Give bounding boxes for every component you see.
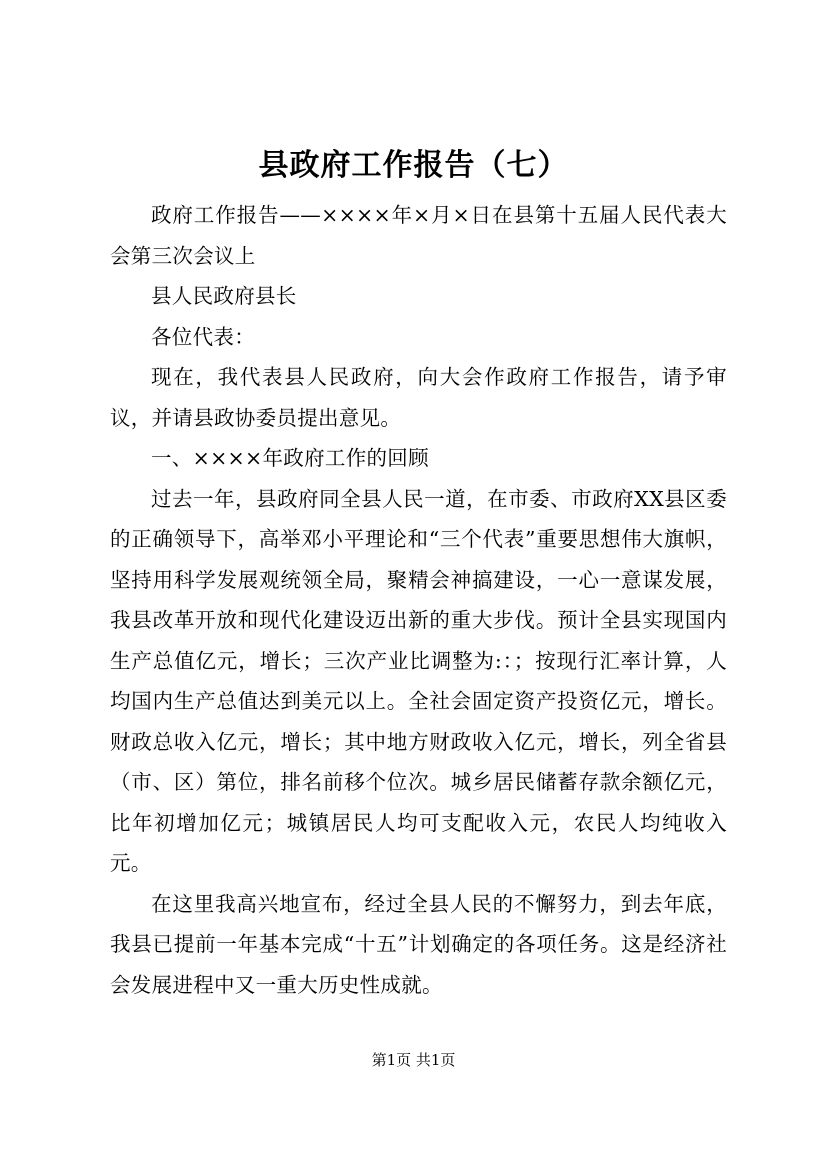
paragraph-intro: 现在，我代表县人民政府，向大会作政府工作报告，请予审议，并请县政协委员提出意见。 <box>110 365 727 430</box>
paragraph-subtitle: 政府工作报告——××××年×月×日在县第十五届人民代表大会第三次会议上 <box>110 203 727 268</box>
document-title: 县政府工作报告（七） <box>258 148 569 183</box>
paragraph-review: 过去一年，县政府同全县人民一道，在市委、市政府XX县区委的正确领导下，高举邓小平理论和“三个代表”重要思想伟大旗帜，坚持用科学发展观统领全局，聚精会神搞建设，一心一意谋发展，我县改革开放和现代化建设迈出新的重大步伐。预计全县实现国内生产总值亿元，增长；三次产业比调整为:：；按现行汇率计算，人均国内生产总值达到美元以上。全社会固定资产投资亿元，增长。财政总收入亿元，增长；其中地方财政收入亿元，增长，列全省县（市、区）第位，排名前移个位次。城乡居民储蓄存款余额亿元，比年初增加亿元；城镇居民人均可支配收入元，农民人均纯收入元。 <box>110 486 727 875</box>
document-body <box>110 195 727 1005</box>
paragraph-announcement: 在这里我高兴地宣布，经过全县人民的不懈努力，到去年底，我县已提前一年基本完成“十五”计划确定的各项任务。这是经济社会发展进程中又一重大历史性成就。 <box>110 891 727 997</box>
paragraph-speaker: 县人民政府县长 <box>151 284 297 308</box>
paragraph-salutation: 各位代表： <box>151 324 255 349</box>
page-footer: 第1页 共1页 <box>371 1051 456 1069</box>
section-heading: 一、××××年政府工作的回顾 <box>151 446 429 470</box>
